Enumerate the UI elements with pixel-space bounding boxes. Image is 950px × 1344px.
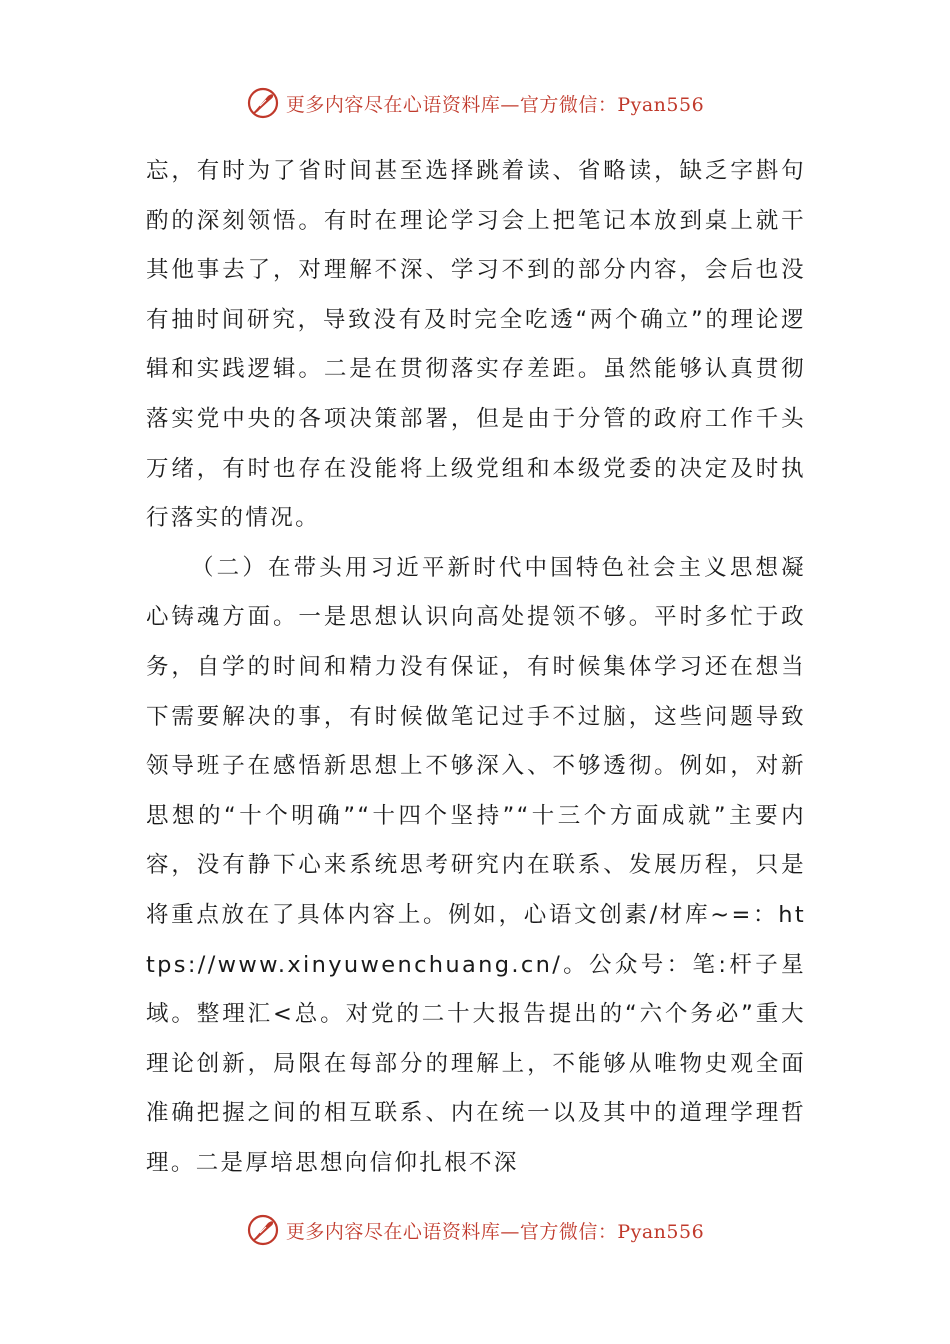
header-banner-text: 更多内容尽在心语资料库—官方微信：Pyan556 bbox=[285, 93, 705, 116]
paragraph-1: 忘，有时为了省时间甚至选择跳着读、省略读，缺乏字斟句酌的深刻领悟。有时在理论学习会上把笔记本放到桌上就干其他事去了，对理解不深、学习不到的部分内容，会后也没有抽时间研究，导致没有及时完全吃透“两个确立”的理论逻辑和实践逻辑。二是在贯彻落实存差距。虽然能够认真贯彻落实党中央的各项决策部署，但是由于分管的政府工作千头万绪，有时也存在没能将上级党组和本级党委的决定及时执行落实的情况。 bbox=[146, 158, 806, 532]
paragraph-2: （二）在带头用习近平新时代中国特色社会主义思想凝心铸魂方面。一是思想认识向高处提领不够。平时多忙于政务，自学的时间和精力没有保证，有时候集体学习还在想当下需要解决的事，有时候做笔记过手不过脑，这些问题导致领导班子在感悟新思想上不够深入、不够透彻。例如，对新思想的“十个明确”“十四个坚持”“十三个方面成就”主要内容，没有静下心来系统思考研究内在联系、发展历程，只是将重点放在了具体内容上。例如，心语文创素/材库~=：https://www.xinyuwenchuang.cn/。公众号：笔:杆子星域。整理汇<总。对党的二十大报告提出的“六个务必”重大理论创新，局限在每部分的理解上，不能够从唯物史观全面准确把握之间的相互联系、内在统一以及其中的道理学理哲理。二是厚培思想向信仰扎根不深 bbox=[146, 554, 806, 1176]
quill-pen-logo-icon bbox=[246, 1213, 280, 1247]
footer-banner-text: 更多内容尽在心语资料库—官方微信：Pyan556 bbox=[285, 1220, 705, 1243]
quill-pen-logo-icon bbox=[246, 86, 280, 120]
document-body bbox=[146, 147, 806, 1188]
footer-banner bbox=[0, 1210, 950, 1250]
header-banner bbox=[0, 83, 950, 123]
